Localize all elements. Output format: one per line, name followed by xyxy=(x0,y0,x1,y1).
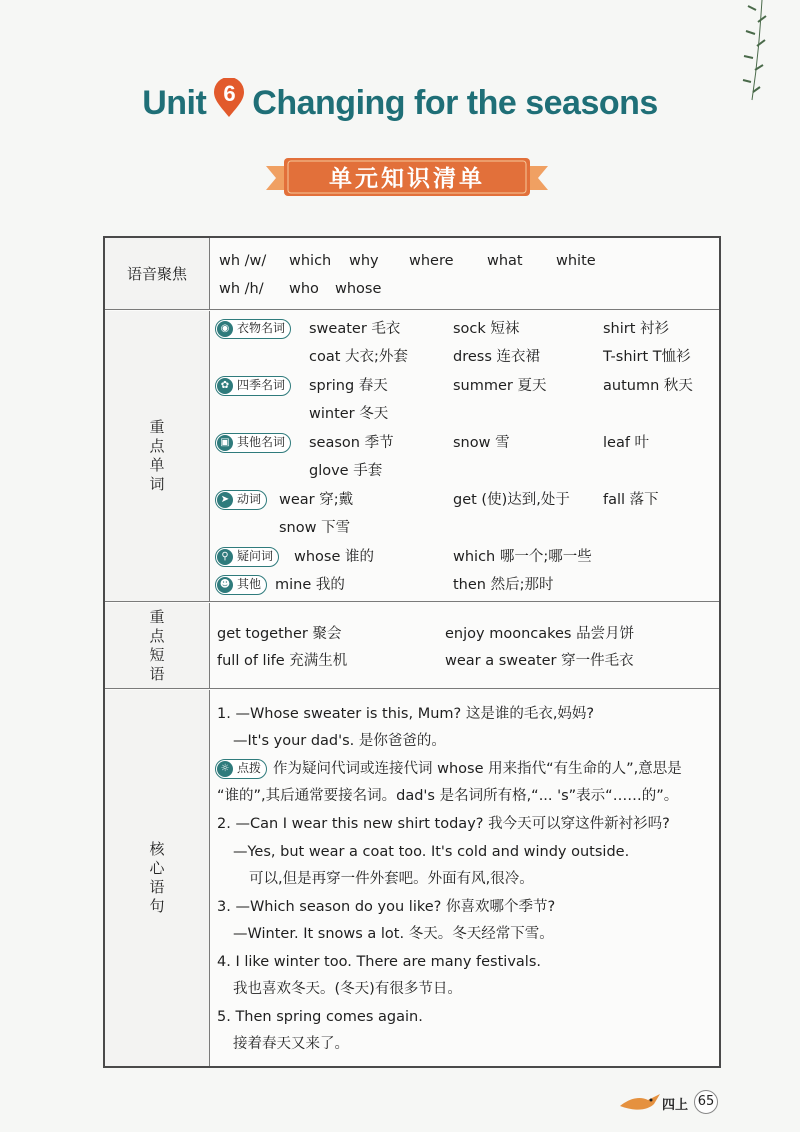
word-entry: fall 落下 xyxy=(603,492,659,508)
category-tag-others xyxy=(215,575,267,595)
word-entry: glove 手套 xyxy=(309,463,383,479)
knowledge-table xyxy=(103,236,721,1068)
category-tag-label: 衣物名词 xyxy=(237,321,286,335)
book-icon: ▣ xyxy=(217,435,233,451)
phrase-entry: enjoy mooncakes 品尝月饼 xyxy=(445,626,635,642)
table-row-key-sentences xyxy=(105,690,719,1066)
page-footer xyxy=(618,1088,728,1118)
row-label-char: 核 xyxy=(149,840,165,858)
word-entry: autumn 秋天 xyxy=(603,378,693,394)
title-text: Changing for the seasons xyxy=(252,84,658,122)
sentence-line: —It's your dad's. 是你爸爸的。 xyxy=(233,733,446,749)
word-entry: then 然后;那时 xyxy=(453,577,554,593)
sentence-line: 5. Then spring comes again. xyxy=(217,1009,423,1025)
person-icon: ☻ xyxy=(217,577,233,593)
phrase-entry: wear a sweater 穿一件毛衣 xyxy=(445,653,634,669)
phonics-sound-2: wh /h/ xyxy=(219,281,264,297)
category-tag-seasons xyxy=(215,376,291,396)
word-entry: sock 短袜 xyxy=(453,321,520,337)
word-entry: get (使)达到,处于 xyxy=(453,492,570,508)
word-entry: summer 夏天 xyxy=(453,378,547,394)
table-row-key-phrases xyxy=(105,603,719,689)
tip-tag-label: 点拨 xyxy=(237,761,262,775)
row-label xyxy=(105,603,210,688)
word-entry: winter 冬天 xyxy=(309,406,389,422)
row-label xyxy=(105,311,210,601)
running-figure-icon: ➤ xyxy=(217,492,233,508)
row-label-char: 心 xyxy=(149,859,165,877)
row-label-char: 单 xyxy=(149,456,165,474)
row-label-char: 语 xyxy=(149,878,165,896)
unit-number: 6 xyxy=(223,81,236,106)
key-sentences-cell xyxy=(211,690,719,1066)
row-label-char: 句 xyxy=(149,897,165,915)
word-entry: T-shirt T恤衫 xyxy=(603,349,691,365)
category-tag-question-words xyxy=(215,547,279,567)
word-entry: leaf 叶 xyxy=(603,435,650,451)
banner-title: 单元知识清单 xyxy=(329,166,485,192)
magnifier-icon: ⚲ xyxy=(217,549,233,565)
row-label-char: 重 xyxy=(149,418,165,436)
row-label: 语音聚焦 xyxy=(105,238,210,309)
sentence-line: 1. —Whose sweater is this, Mum? 这是谁的毛衣,妈妈? xyxy=(217,706,595,722)
sentence-line: 我也喜欢冬天。(冬天)有很多节日。 xyxy=(233,981,462,997)
category-tag-other-nouns xyxy=(215,433,291,453)
category-tag-label: 其他 xyxy=(237,577,262,591)
unit-number-pin-icon xyxy=(212,78,246,118)
phonics-word: who xyxy=(289,281,319,297)
word-entry: dress 连衣裙 xyxy=(453,349,540,365)
category-tag-label: 动词 xyxy=(237,492,262,506)
sentence-line: —Yes, but wear a coat too. It's cold and windy outside. xyxy=(233,844,630,860)
tip-text: “谁的”,其后通常要接名词。dad's 是名词所有格,“... 's”表示“……的”。 xyxy=(217,788,679,804)
row-label-char: 点 xyxy=(149,626,165,645)
row-label-char: 词 xyxy=(149,475,165,493)
word-entry: which 哪一个;哪一些 xyxy=(453,549,592,565)
title-unit-word: Unit xyxy=(142,84,207,122)
sentence-line: 4. I like winter too. There are many festivals. xyxy=(217,954,541,970)
section-banner xyxy=(266,152,548,202)
category-tag-label: 四季名词 xyxy=(237,378,286,392)
page-title xyxy=(0,78,800,123)
sentence-line: 3. —Which season do you like? 你喜欢哪个季节? xyxy=(217,899,556,915)
grade-label: 四上 xyxy=(662,1098,689,1113)
table-row-phonics xyxy=(105,238,719,310)
flying-bird-icon xyxy=(618,1088,662,1118)
word-entry: shirt 衬衫 xyxy=(603,321,670,337)
key-phrases-cell xyxy=(211,603,719,688)
row-label-char: 语 xyxy=(149,664,165,683)
row-label xyxy=(105,690,210,1066)
tip-tag xyxy=(215,759,267,779)
word-entry: mine 我的 xyxy=(275,577,345,593)
category-tag-verbs xyxy=(215,490,267,510)
row-label-char: 短 xyxy=(149,645,165,664)
word-entry: spring 春天 xyxy=(309,378,388,394)
word-entry: snow 雪 xyxy=(453,435,510,451)
page-number: 65 xyxy=(694,1090,718,1114)
tip-text: 作为疑问代词或连接代词 whose 用来指代“有生命的人”,意思是 xyxy=(273,761,682,777)
row-label-char: 重 xyxy=(149,607,165,626)
phonics-word: where xyxy=(409,253,454,269)
word-entry: season 季节 xyxy=(309,435,394,451)
phrase-entry: full of life 充满生机 xyxy=(217,653,348,669)
phonics-word: white xyxy=(556,253,596,269)
shirt-icon: ◉ xyxy=(217,321,233,337)
word-entry: wear 穿;戴 xyxy=(279,492,354,508)
category-tag-label: 其他名词 xyxy=(237,435,286,449)
sentence-line: —Winter. It snows a lot. 冬天。冬天经常下雪。 xyxy=(233,926,554,942)
phonics-word: what xyxy=(487,253,523,269)
sentence-line: 2. —Can I wear this new shirt today? 我今天可以穿这件新衬衫吗? xyxy=(217,816,670,832)
word-entry: coat 大衣;外套 xyxy=(309,349,408,365)
row-label-char: 点 xyxy=(149,437,165,455)
flower-icon: ✿ xyxy=(217,378,233,394)
lightbulb-icon: ☼ xyxy=(217,761,233,777)
word-entry: snow 下雪 xyxy=(279,520,351,536)
category-tag-label: 疑问词 xyxy=(237,549,274,563)
word-entry: whose 谁的 xyxy=(294,549,375,565)
key-words-cell xyxy=(211,311,719,601)
sentence-line: 接着春天又来了。 xyxy=(233,1036,349,1052)
phrase-entry: get together 聚会 xyxy=(217,626,342,642)
category-tag-clothes xyxy=(215,319,291,339)
word-entry: sweater 毛衣 xyxy=(309,321,401,337)
phonics-word: whose xyxy=(335,281,382,297)
sentence-line: 可以,但是再穿一件外套吧。外面有风,很冷。 xyxy=(249,871,534,887)
phonics-cell xyxy=(211,238,719,309)
phonics-word: which xyxy=(289,253,332,269)
phonics-word: why xyxy=(349,253,379,269)
phonics-sound-1: wh /w/ xyxy=(219,253,267,269)
table-row-key-words xyxy=(105,311,719,602)
